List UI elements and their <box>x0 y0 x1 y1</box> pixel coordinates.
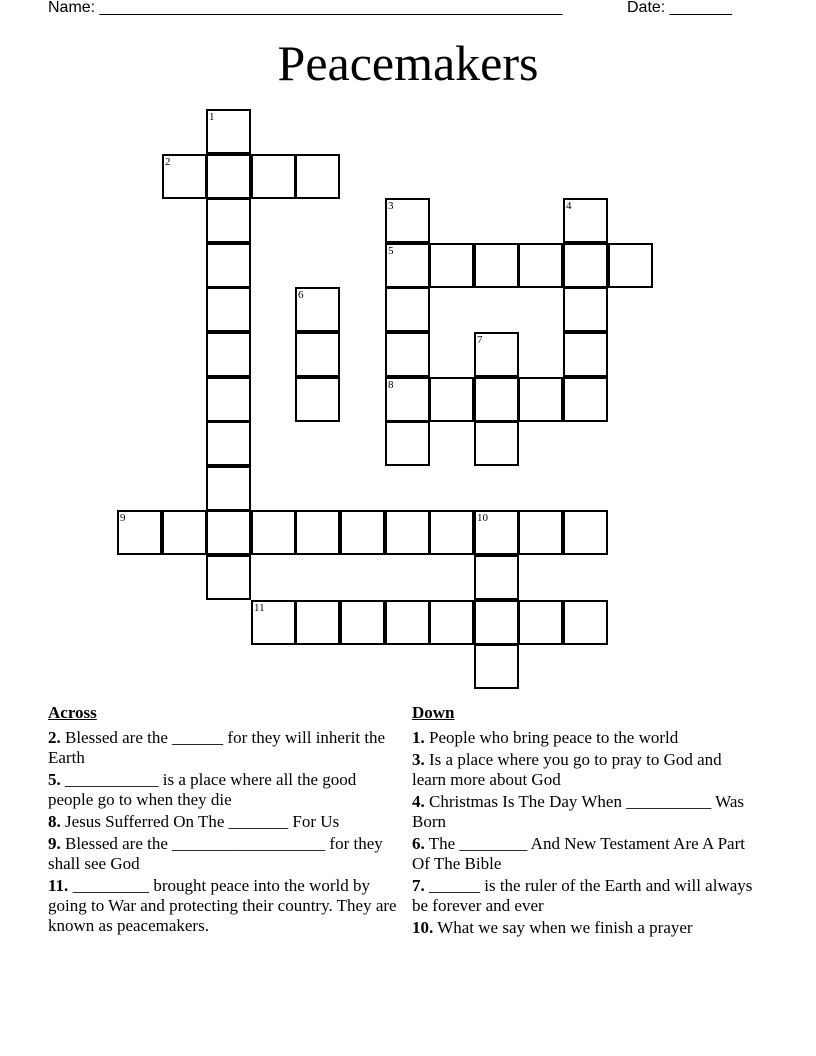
grid-cell[interactable] <box>206 377 251 422</box>
grid-cell[interactable] <box>251 154 296 199</box>
grid-cell[interactable] <box>340 510 385 555</box>
grid-cell[interactable] <box>563 332 608 377</box>
clue-number: 7. <box>412 876 425 895</box>
grid-cell[interactable] <box>251 510 296 555</box>
clue-number: 9. <box>48 834 61 853</box>
cell-number: 10 <box>477 512 488 524</box>
clue-number: 10. <box>412 918 434 937</box>
down-heading: Down <box>412 703 455 722</box>
grid-cell[interactable] <box>117 510 162 555</box>
clue-number: 4. <box>412 792 425 811</box>
down-clue-7 <box>412 876 757 916</box>
clue-number: 8. <box>48 812 61 831</box>
grid-cell[interactable] <box>162 510 207 555</box>
across-clue-9 <box>48 834 398 874</box>
grid-cell[interactable] <box>206 466 251 511</box>
grid-cell[interactable] <box>474 421 519 466</box>
clue-text: People who bring peace to the world <box>424 728 679 747</box>
clue-number: 3. <box>412 750 425 769</box>
grid-cell[interactable] <box>251 600 296 645</box>
grid-cell[interactable] <box>206 555 251 600</box>
cell-number: 6 <box>298 289 304 301</box>
grid-cell[interactable] <box>385 287 430 332</box>
grid-cell[interactable] <box>474 600 519 645</box>
grid-cell[interactable] <box>518 510 563 555</box>
clue-text: Blessed are the __________________ for they shall see God <box>48 834 383 873</box>
down-clue-10 <box>412 918 757 938</box>
across-clue-2 <box>48 728 398 768</box>
grid-cell[interactable] <box>385 332 430 377</box>
across-clue-5 <box>48 770 398 810</box>
clue-text: ___________ is a place where all the good people go to when they die <box>48 770 357 809</box>
grid-cell[interactable] <box>563 600 608 645</box>
grid-cell[interactable] <box>429 243 474 288</box>
date-field[interactable]: Date: _______ <box>627 0 732 16</box>
grid-cell[interactable] <box>295 287 340 332</box>
cell-number: 9 <box>120 512 126 524</box>
across-clue-11 <box>48 876 398 936</box>
clue-number: 1. <box>412 728 425 747</box>
grid-cell[interactable] <box>162 154 207 199</box>
down-clues <box>412 703 757 940</box>
cell-number: 11 <box>254 602 265 614</box>
cell-number: 7 <box>477 334 483 346</box>
clue-number: 6. <box>412 834 425 853</box>
cell-number: 1 <box>209 111 215 123</box>
grid-cell[interactable] <box>206 154 251 199</box>
grid-cell[interactable] <box>206 510 251 555</box>
grid-cell[interactable] <box>563 198 608 243</box>
grid-cell[interactable] <box>340 600 385 645</box>
grid-cell[interactable] <box>474 644 519 689</box>
grid-cell[interactable] <box>295 377 340 422</box>
grid-cell[interactable] <box>518 600 563 645</box>
clue-text: What we say when we finish a prayer <box>433 918 693 937</box>
down-clue-4 <box>412 792 757 832</box>
grid-cell[interactable] <box>563 510 608 555</box>
grid-cell[interactable] <box>206 421 251 466</box>
cell-number: 5 <box>388 245 394 257</box>
page-title: Peacemakers <box>277 35 539 91</box>
grid-cell[interactable] <box>206 287 251 332</box>
down-clue-3 <box>412 750 757 790</box>
grid-cell[interactable] <box>295 154 340 199</box>
down-clue-1 <box>412 728 757 748</box>
grid-cell[interactable] <box>206 198 251 243</box>
name-field[interactable]: Name: ____________________________________________________ <box>48 0 563 16</box>
grid-cell[interactable] <box>518 377 563 422</box>
grid-cell[interactable] <box>385 510 430 555</box>
clue-number: 11. <box>48 876 69 895</box>
grid-cell[interactable] <box>206 332 251 377</box>
clue-text: Jesus Sufferred On The _______ For Us <box>60 812 340 831</box>
grid-cell[interactable] <box>385 421 430 466</box>
grid-cell[interactable] <box>295 332 340 377</box>
grid-cell[interactable] <box>206 243 251 288</box>
cell-number: 4 <box>566 200 572 212</box>
clue-text: Christmas Is The Day When __________ Was Born <box>412 792 744 831</box>
clue-text: _________ brought peace into the world by going to War and protecting their country. They are known as peacemakers. <box>48 876 397 935</box>
across-clues <box>48 703 398 938</box>
grid-cell[interactable] <box>206 109 251 154</box>
clue-number: 2. <box>48 728 61 747</box>
cell-number: 3 <box>388 200 394 212</box>
grid-cell[interactable] <box>474 243 519 288</box>
grid-cell[interactable] <box>429 377 474 422</box>
clue-text: Is a place where you go to pray to God and learn more about God <box>412 750 722 789</box>
grid-cell[interactable] <box>474 510 519 555</box>
grid-cell[interactable] <box>474 555 519 600</box>
clue-text: The ________ And New Testament Are A Part Of The Bible <box>412 834 745 873</box>
grid-cell[interactable] <box>563 287 608 332</box>
grid-cell[interactable] <box>429 600 474 645</box>
grid-cell[interactable] <box>385 377 430 422</box>
grid-cell[interactable] <box>563 377 608 422</box>
across-clue-8 <box>48 812 398 832</box>
grid-cell[interactable] <box>518 243 563 288</box>
clue-number: 5. <box>48 770 61 789</box>
cell-number: 8 <box>388 379 394 391</box>
grid-cell[interactable] <box>385 198 430 243</box>
grid-cell[interactable] <box>385 243 430 288</box>
grid-cell[interactable] <box>295 510 340 555</box>
across-heading: Across <box>48 703 97 722</box>
grid-cell[interactable] <box>563 243 608 288</box>
grid-cell[interactable] <box>385 600 430 645</box>
clue-text: Blessed are the ______ for they will inherit the Earth <box>48 728 386 767</box>
clue-text: ______ is the ruler of the Earth and will always be forever and ever <box>412 876 753 915</box>
grid-cell[interactable] <box>429 510 474 555</box>
cell-number: 2 <box>165 156 171 168</box>
grid-cell[interactable] <box>474 377 519 422</box>
grid-cell[interactable] <box>608 243 653 288</box>
down-clue-6 <box>412 834 757 874</box>
grid-cell[interactable] <box>474 332 519 377</box>
grid-cell[interactable] <box>295 600 340 645</box>
